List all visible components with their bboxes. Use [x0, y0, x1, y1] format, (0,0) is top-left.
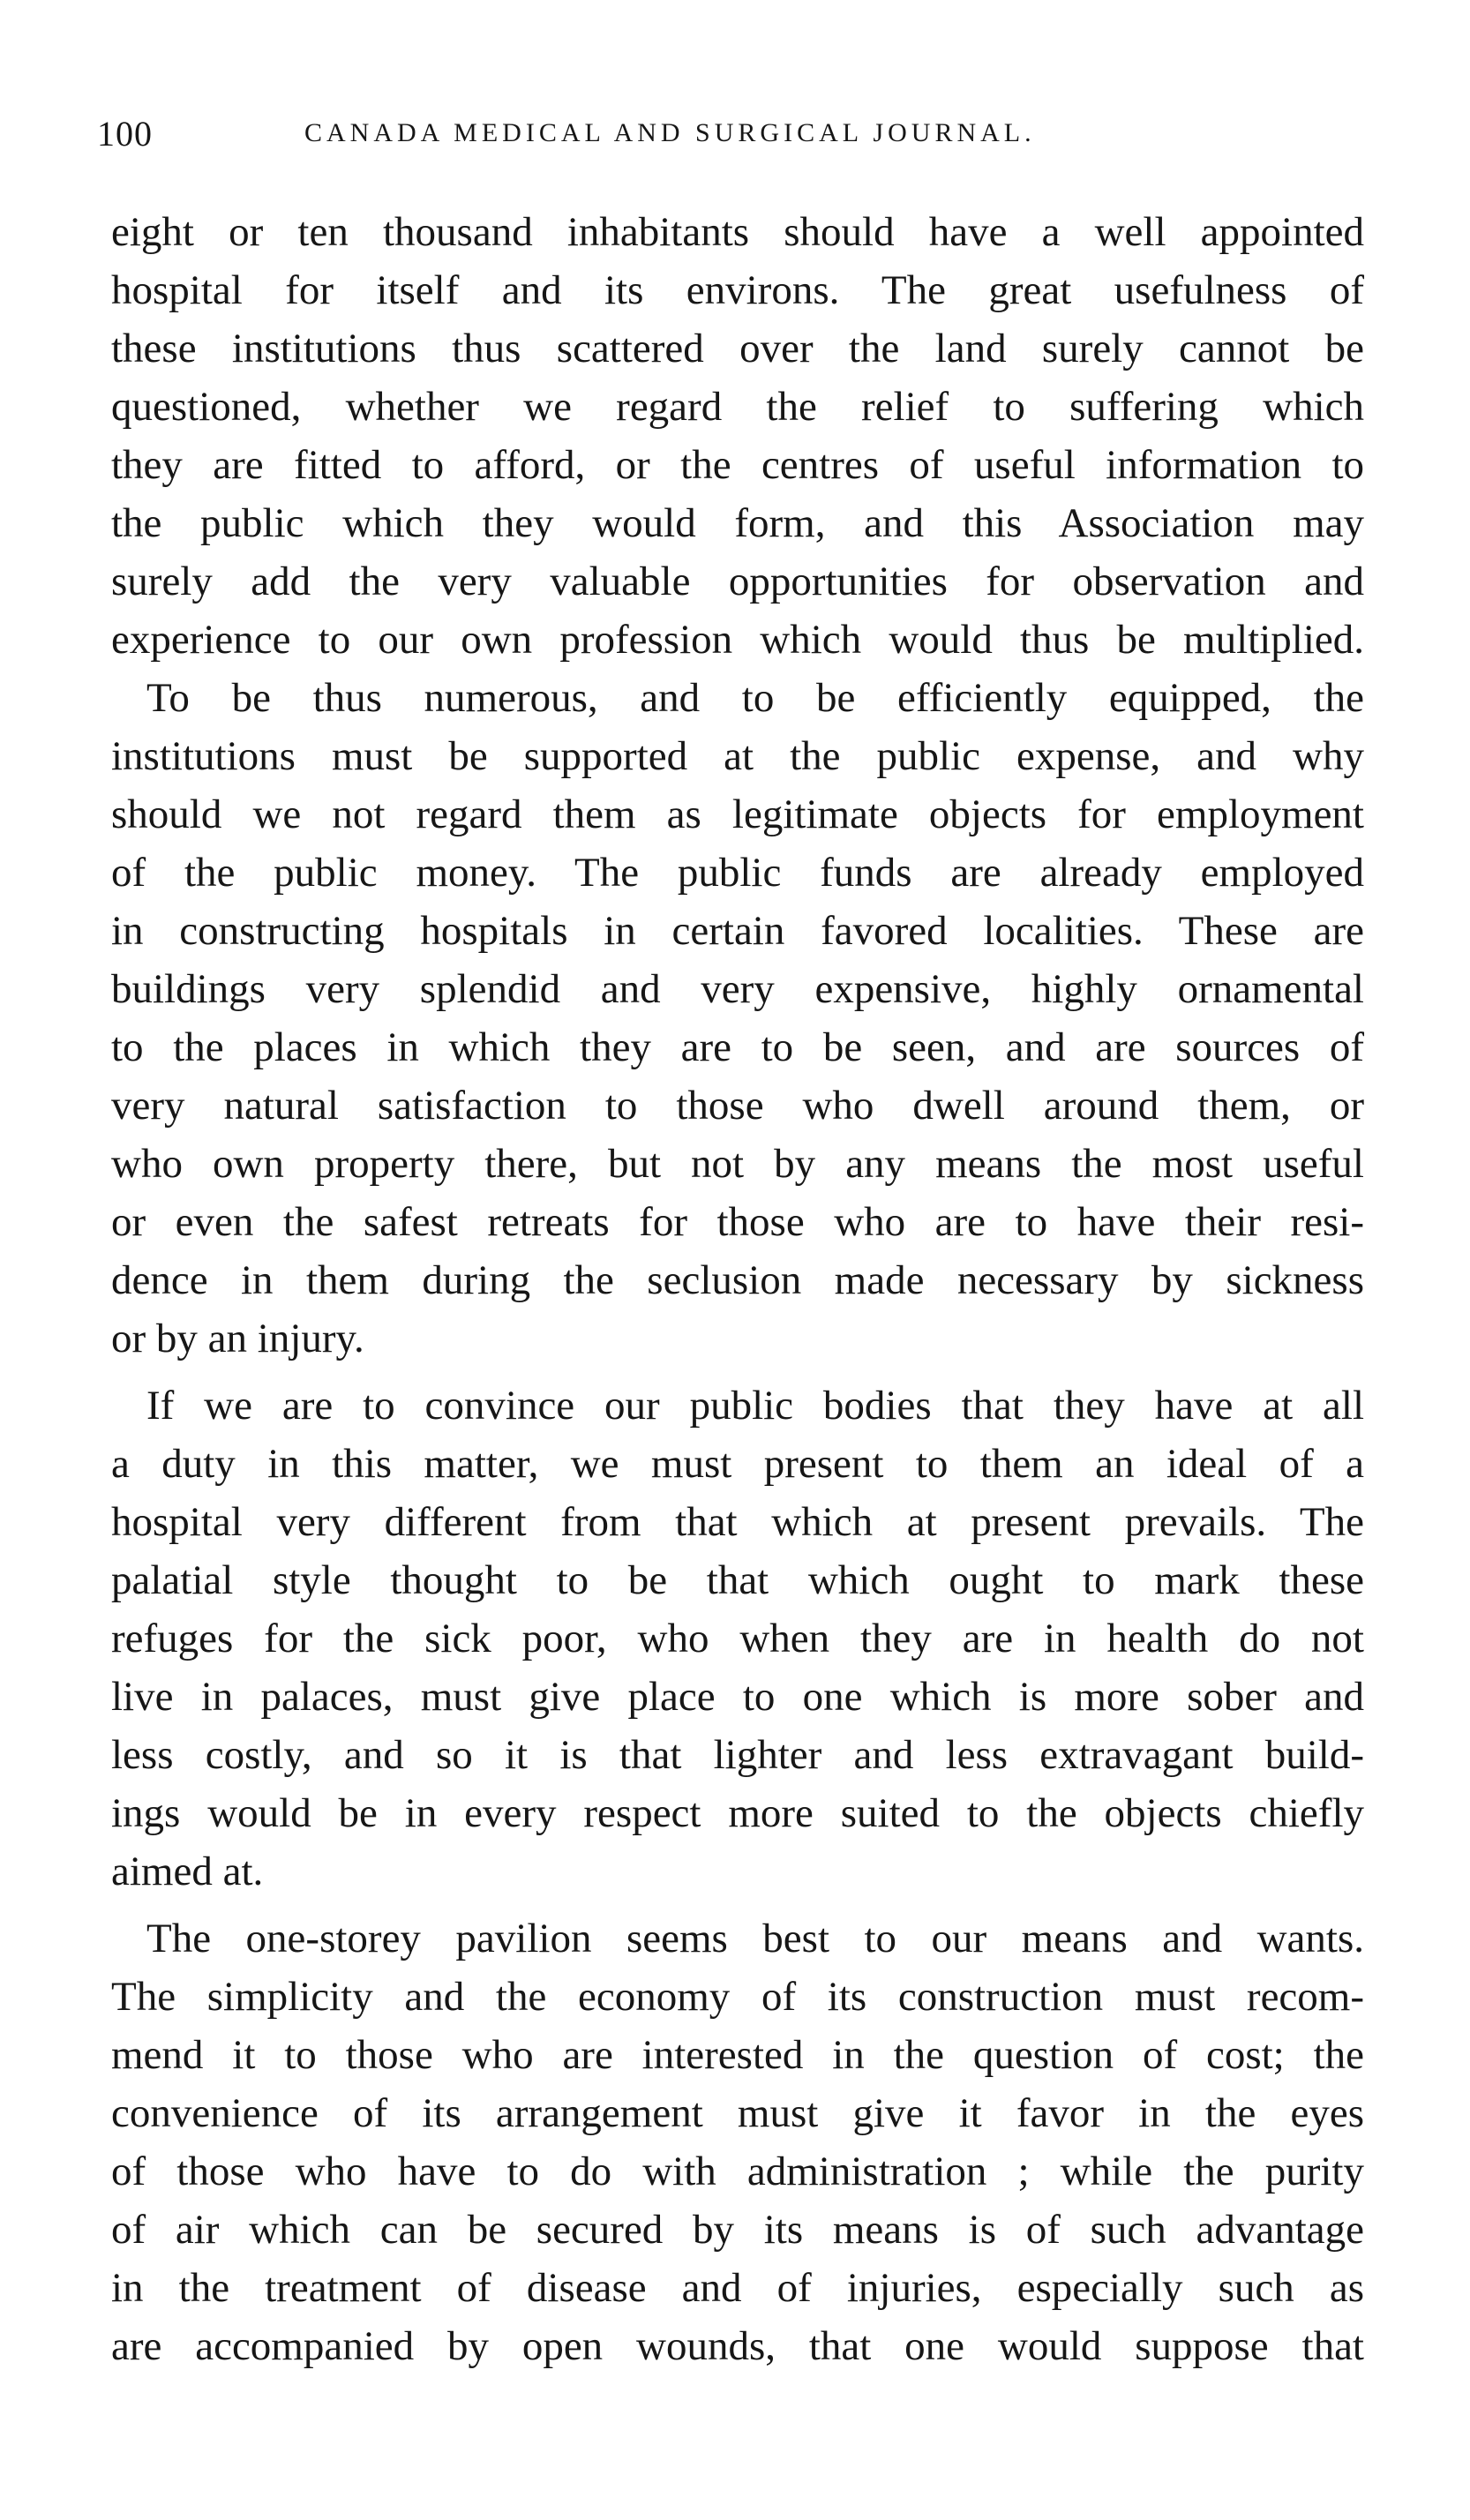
text-line: dence in them during the seclusion made necessary by sickness	[111, 1257, 1364, 1303]
text-line: very natural satisfaction to those who dwell around them, or	[111, 1083, 1364, 1129]
page-header	[97, 113, 1385, 166]
text-line: eight or ten thousand inhabitants should have a well appointed	[111, 209, 1364, 255]
paragraph-first-line: The one-storey pavilion seems best to our means and wants.	[146, 1916, 1364, 1961]
page-number: 100	[97, 114, 153, 154]
text-line: in constructing hospitals in certain favored localities. These are	[111, 908, 1364, 954]
text-line: the public which they would form, and this Association may	[111, 500, 1364, 546]
text-line: of air which can be secured by its means is of such advantage	[111, 2207, 1364, 2253]
text-line: convenience of its arrangement must give it favor in the eyes	[111, 2090, 1364, 2136]
text-line: these institutions thus scattered over the land surely cannot be	[111, 326, 1364, 371]
text-line: buildings very splendid and very expensive, highly ornamental	[111, 966, 1364, 1012]
text-line: a duty in this matter, we must present to them an ideal of a	[111, 1441, 1364, 1487]
text-line: experience to our own profession which would thus be multiplied.	[111, 617, 1364, 663]
text-line: they are fitted to afford, or the centres of useful information to	[111, 442, 1364, 488]
running-head: CANADA MEDICAL AND SURGICAL JOURNAL.	[304, 118, 1036, 147]
text-line: live in palaces, must give place to one which is more sober and	[111, 1674, 1364, 1720]
text-line: or even the safest retreats for those who are to have their resi-	[111, 1199, 1364, 1245]
text-line: of the public money. The public funds are already employed	[111, 850, 1364, 896]
text-line: should we not regard them as legitimate objects for employment	[111, 791, 1364, 837]
text-line: who own property there, but not by any means the most useful	[111, 1141, 1364, 1187]
text-line: in the treatment of disease and of injuries, especially such as	[111, 2265, 1364, 2311]
text-line: of those who have to do with administration ; while the purity	[111, 2149, 1364, 2194]
paragraph-first-line: If we are to convince our public bodies that they have at all	[146, 1383, 1364, 1429]
text-line: hospital very different from that which at present prevails. The	[111, 1499, 1364, 1545]
text-line: institutions must be supported at the public expense, and why	[111, 733, 1364, 779]
text-line: questioned, whether we regard the relief to suffering which	[111, 384, 1364, 430]
text-line: ings would be in every respect more suited to the objects chiefly	[111, 1790, 1364, 1836]
text-line: are accompanied by open wounds, that one would suppose that	[111, 2323, 1364, 2369]
paragraph-first-line: To be thus numerous, and to be efficiently equipped, the	[146, 675, 1364, 721]
text-line: hospital for itself and its environs. The great usefulness of	[111, 267, 1364, 313]
text-line: or by an injury.	[111, 1316, 364, 1361]
text-line: to the places in which they are to be seen, and are sources of	[111, 1024, 1364, 1070]
text-line: mend it to those who are interested in the question of cost; the	[111, 2032, 1364, 2078]
text-line: surely add the very valuable opportunities for observation and	[111, 559, 1364, 604]
text-line: aimed at.	[111, 1849, 264, 1894]
text-line: refuges for the sick poor, who when they are in health do not	[111, 1616, 1364, 1661]
text-line: palatial style thought to be that which ought to mark these	[111, 1557, 1364, 1603]
text-line: less costly, and so it is that lighter and less extravagant build-	[111, 1732, 1364, 1778]
text-line: The simplicity and the economy of its construction must recom-	[111, 1974, 1364, 2020]
